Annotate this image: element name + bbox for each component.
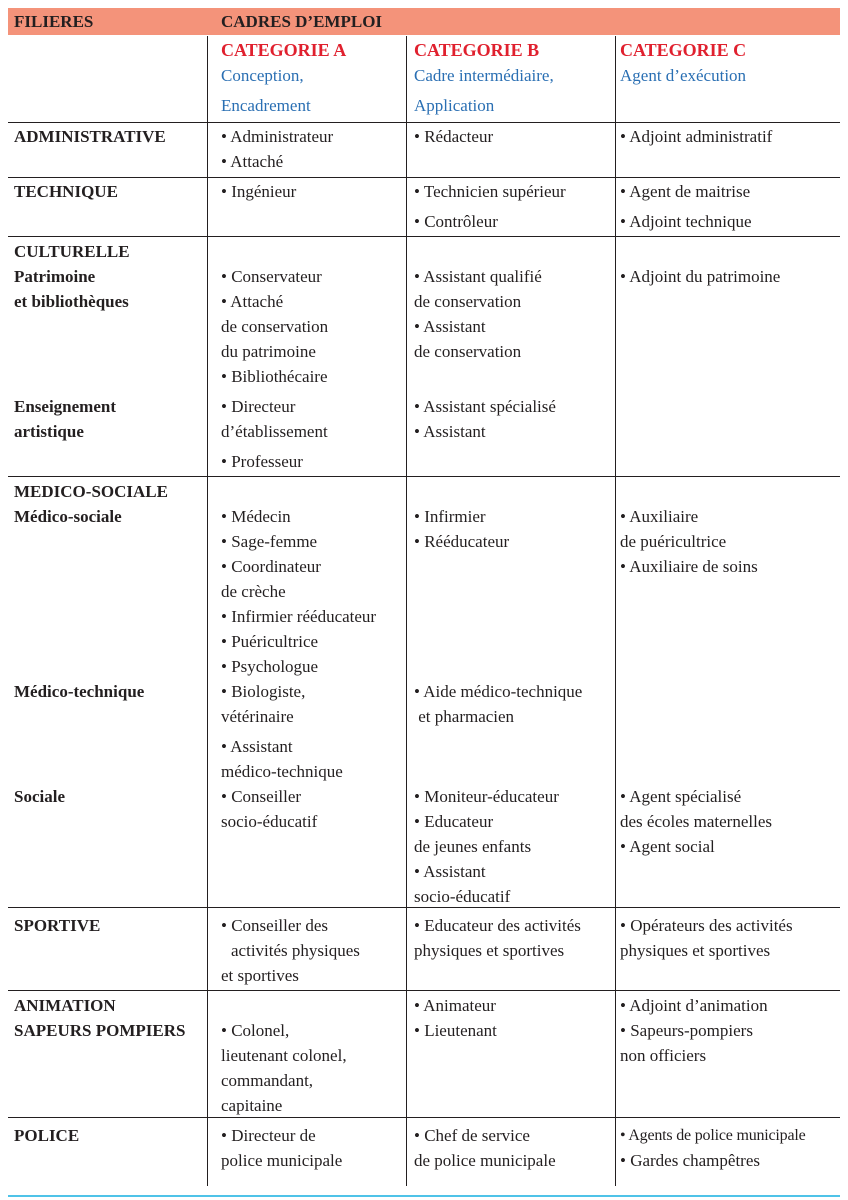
- cell-item: physiques et sportives: [620, 941, 771, 960]
- row-divider: [8, 177, 840, 178]
- cell-item: • Adjoint administratif: [620, 127, 773, 146]
- cell-item: • Technicien supérieur: [414, 182, 566, 201]
- cell-item: • Conseiller: [221, 787, 302, 806]
- cell-item: • Attaché: [221, 292, 284, 311]
- header-filieres: FILIERES: [14, 12, 94, 31]
- cell-item: de conservation: [414, 342, 522, 361]
- cell-item: • Infirmier rééducateur: [221, 607, 377, 626]
- cell-item: • Assistant: [414, 317, 486, 336]
- cell-item: • Infirmier: [414, 507, 486, 526]
- cell-item: activités physiques: [231, 941, 360, 960]
- category-b-title: CATEGORIE B: [414, 40, 540, 60]
- cell-item: socio-éducatif: [221, 812, 318, 831]
- category-a-title: CATEGORIE A: [221, 40, 347, 60]
- cell-item: commandant,: [221, 1071, 314, 1090]
- row-divider: [8, 476, 840, 477]
- subfiliere-label: artistique: [14, 422, 84, 441]
- cell-item: • Directeur: [221, 397, 296, 416]
- cell-item: • Agents de police municipale: [620, 1127, 806, 1144]
- row-divider: [8, 122, 840, 123]
- cell-item: de jeunes enfants: [414, 837, 532, 856]
- row-divider: [8, 990, 840, 991]
- cell-item: • Puéricultrice: [221, 632, 319, 651]
- filiere-sapeurs-pompiers: SAPEURS POMPIERS: [14, 1021, 186, 1040]
- category-b-desc: Application: [414, 96, 495, 115]
- subfiliere-label: et bibliothèques: [14, 292, 129, 311]
- cell-item: physiques et sportives: [414, 941, 565, 960]
- cell-item: police municipale: [221, 1151, 343, 1170]
- column-divider: [406, 36, 407, 1186]
- cell-item: • Professeur: [221, 452, 303, 471]
- cell-item: • Conservateur: [221, 267, 322, 286]
- cell-item: • Gardes champêtres: [620, 1151, 761, 1170]
- category-b-desc: Cadre intermédiaire,: [414, 66, 554, 85]
- cell-item: • Educateur: [414, 812, 494, 831]
- cell-item: • Agent spécialisé: [620, 787, 742, 806]
- cell-item: des écoles maternelles: [620, 812, 772, 831]
- cell-item: • Assistant spécialisé: [414, 397, 556, 416]
- cell-item: du patrimoine: [221, 342, 316, 361]
- cell-item: de crèche: [221, 582, 286, 601]
- cell-item: • Sapeurs-pompiers: [620, 1021, 753, 1040]
- cell-item: • Directeur de: [221, 1126, 316, 1145]
- cell-item: • Administrateur: [221, 127, 334, 146]
- cell-item: et pharmacien: [414, 707, 515, 726]
- cell-item: • Contrôleur: [414, 212, 498, 231]
- cell-item: • Chef de service: [414, 1126, 530, 1145]
- cell-item: et sportives: [221, 966, 299, 985]
- cell-item: • Animateur: [414, 996, 496, 1015]
- cell-item: • Médecin: [221, 507, 291, 526]
- column-divider: [207, 36, 208, 1186]
- row-divider: [8, 1117, 840, 1118]
- cell-item: • Bibliothécaire: [221, 367, 328, 386]
- cell-item: d’établissement: [221, 422, 328, 441]
- cell-item: • Assistant: [414, 422, 486, 441]
- cell-item: de police municipale: [414, 1151, 556, 1170]
- cell-item: • Auxiliaire de soins: [620, 557, 758, 576]
- cell-item: • Lieutenant: [414, 1021, 497, 1040]
- cell-item: • Colonel,: [221, 1021, 290, 1040]
- filiere-police: POLICE: [14, 1126, 80, 1145]
- subfiliere-label: Médico-sociale: [14, 507, 122, 526]
- cell-item: non officiers: [620, 1046, 707, 1065]
- subfiliere-label: Médico-technique: [14, 682, 145, 701]
- cell-item: vétérinaire: [221, 707, 294, 726]
- filiere-administrative: ADMINISTRATIVE: [14, 127, 166, 146]
- cell-item: de conservation: [221, 317, 329, 336]
- cell-item: • Moniteur-éducateur: [414, 787, 559, 806]
- cell-item: • Agent social: [620, 837, 715, 856]
- filiere-animation: ANIMATION: [14, 996, 116, 1015]
- cell-item: • Coordinateur: [221, 557, 321, 576]
- cell-item: • Conseiller des: [221, 916, 328, 935]
- subfiliere-label: Sociale: [14, 787, 65, 806]
- subfiliere-label: Patrimoine: [14, 267, 96, 286]
- cell-item: capitaine: [221, 1096, 283, 1115]
- cell-item: • Adjoint d’animation: [620, 996, 768, 1015]
- cell-item: • Ingénieur: [221, 182, 297, 201]
- cell-item: • Attaché: [221, 152, 284, 171]
- cell-item: • Adjoint technique: [620, 212, 752, 231]
- cell-item: • Aide médico-technique: [414, 682, 583, 701]
- cell-item: • Biologiste,: [221, 682, 306, 701]
- cell-item: • Assistant: [414, 862, 486, 881]
- cell-item: de puéricultrice: [620, 532, 727, 551]
- subfiliere-label: Enseignement: [14, 397, 116, 416]
- header-bar: [8, 8, 840, 35]
- bottom-rule: [8, 1195, 840, 1197]
- column-divider: [615, 36, 616, 1186]
- cell-item: • Adjoint du patrimoine: [620, 267, 781, 286]
- category-c-title: CATEGORIE C: [620, 40, 747, 60]
- cell-item: • Agent de maitrise: [620, 182, 751, 201]
- cell-item: • Auxiliaire: [620, 507, 699, 526]
- cell-item: médico-technique: [221, 762, 343, 781]
- header-cadres: CADRES D’EMPLOI: [221, 12, 383, 31]
- filiere-sportive: SPORTIVE: [14, 916, 101, 935]
- cell-item: lieutenant colonel,: [221, 1046, 347, 1065]
- cell-item: • Rédacteur: [414, 127, 494, 146]
- cell-item: • Assistant qualifié: [414, 267, 542, 286]
- cell-item: • Psychologue: [221, 657, 319, 676]
- filiere-culturelle: CULTURELLE: [14, 242, 130, 261]
- category-c-desc: Agent d’exécution: [620, 66, 747, 85]
- filiere-medico-sociale: MEDICO-SOCIALE: [14, 482, 168, 501]
- cell-item: • Educateur des activités: [414, 916, 581, 935]
- category-a-desc: Conception,: [221, 66, 304, 85]
- row-divider: [8, 236, 840, 237]
- cell-item: • Rééducateur: [414, 532, 510, 551]
- cell-item: • Sage-femme: [221, 532, 318, 551]
- filiere-technique: TECHNIQUE: [14, 182, 118, 201]
- cell-item: socio-éducatif: [414, 887, 511, 906]
- cell-item: de conservation: [414, 292, 522, 311]
- category-a-desc: Encadrement: [221, 96, 311, 115]
- cell-item: • Opérateurs des activités: [620, 916, 793, 935]
- cell-item: • Assistant: [221, 737, 293, 756]
